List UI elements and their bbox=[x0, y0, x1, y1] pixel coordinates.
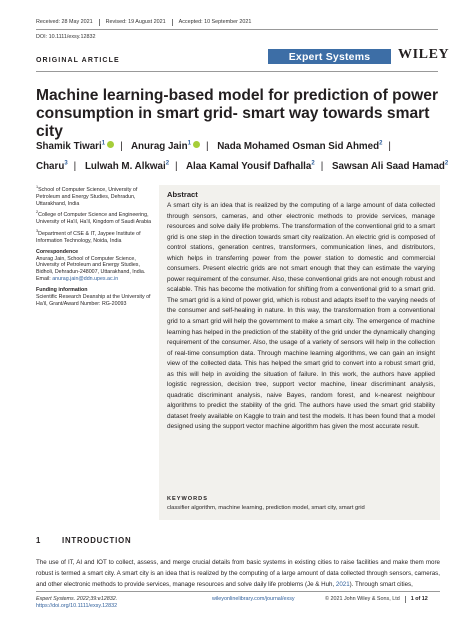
article-type: ORIGINAL ARTICLE bbox=[36, 57, 120, 64]
publisher-logo[interactable]: WILEY bbox=[398, 47, 450, 62]
citation-link[interactable]: 2021 bbox=[335, 580, 350, 588]
correspondence-heading: Correspondence bbox=[36, 248, 79, 255]
email-link[interactable]: anurag.jain@ddn.upes.ac.in bbox=[52, 276, 119, 283]
orcid-icon[interactable] bbox=[107, 141, 114, 148]
page-number: 1 of 12 bbox=[410, 596, 428, 602]
footer-rule bbox=[36, 591, 440, 592]
author-list: Shamik Tiwari$^1$ | Anurag Jain$^1$ | Nada Mohamed Osman Sid Ahmed$^2$ | Charu$^3$ | Lulwah M. Alkwai$^2$ | Alaa Kamal Yousif Dafhalla$^2$ | Sawsan Ali Saad Hamad$^2$ bbox=[36, 141, 449, 172]
author[interactable]: Sawsan Ali Saad Hamad$^2$ bbox=[331, 160, 449, 172]
correspondence-body: Anurag Jain, School of Computer Science, University of Petroleum and Energy Studies, Bidholi, Dehradun-248007, Uttarakhand, India. Email: anurag.jain@ddn.upes.ac.in bbox=[36, 255, 146, 283]
affiliations-column bbox=[36, 184, 154, 308]
history-dates bbox=[36, 19, 251, 26]
author[interactable]: Nada Mohamed Osman Sid Ahmed$^2$ bbox=[217, 141, 383, 153]
author[interactable]: Lulwah M. Alkwai$^2$ bbox=[84, 160, 170, 172]
revised-date: Revised: 19 August 2021 bbox=[105, 19, 166, 25]
abstract-heading: Abstract bbox=[167, 190, 198, 199]
author[interactable]: Shamik Tiwari$^1$ bbox=[36, 141, 114, 152]
footer-copyright: © 2021 John Wiley & Sons, Ltd bbox=[325, 596, 400, 602]
header-rule bbox=[36, 29, 438, 30]
keywords-text: classifier algorithm, machine learning, prediction model, smart city, smart grid bbox=[167, 505, 365, 511]
header-rule bbox=[36, 71, 438, 72]
author[interactable]: Anurag Jain$^1$ bbox=[131, 141, 200, 152]
article-title: Machine learning-based model for prediction of power consumption in smart grid- smart way towards smart city bbox=[36, 87, 439, 140]
orcid-icon[interactable] bbox=[193, 141, 200, 148]
separator bbox=[99, 19, 100, 26]
author[interactable]: Alaa Kamal Yousif Dafhalla$^2$ bbox=[185, 160, 315, 172]
affiliation: $^3$Department of CSE & IT, Jaypee Institute of Information Technology, Noida, India bbox=[36, 229, 141, 244]
separator bbox=[405, 596, 406, 603]
abstract-text: A smart city is an idea that is realized by the computing of a large amount of data collected through sensors, cameras, and other electronic methods to provide services, manage resources and solve daily life problems. The transformation of the conventional grid to a smart grid is one step in the direction towards smart city realization. An electric grid is composed of control stations, generation centres, transformers, communication lines, and distributors, which helps in transferring power from the power station to domestic and commercial consumers. Present electric grids are not smart enough that they can estimate the varying power requirement of the consumer. Also, these conventional grids are not enough robust and scalable. This has become the motivation for shifting from a conventional grid to a smart grid. The smart grid is a kind of power grid, which is robust and adapts itself to the varying needs of the consumer and self-healing in nature. In this way, the transformation from a conventional grid to a smart grid will help the government to make a smart city. The emergence of machine learning has helped in the prediction of the stability of the grid under the dynamically changing requirement of the consumer. Also, the usage of a variety of sensors will help in the collection of real-time consumption data. Through machine learning algorithms, we can gain an insight view of the collected data. This has helped the smart grid to convert into a robust smart grid, as this will help in avoiding the situation of failure. In this work, the authors have applied logistic regression, decision tree, support vector machine, linear discriminant analysis, quadratic discriminant analysis, naive Bayes, random forest, and k-nearest neighbour algorithms to predict the stability of the grid. The authors have used the smart grid stability dataset freely available on Kaggle to train and test the models. It has been found that a model designed using the support vector machine algorithm has given the most accurate result. bbox=[167, 202, 435, 431]
funding-text: Scientific Research Deanship at the University of Ha'il, Grant/Award Number: RG-20093 bbox=[36, 294, 151, 307]
affiliation: $^2$College of Computer Science and Engineering, University of Ha'il, Ha'il, Kingdom of Saudi Arabia bbox=[36, 210, 152, 226]
footer-journal: Expert Systems. 2022;39:e12832. bbox=[36, 596, 118, 602]
footer-doi-link[interactable]: https://doi.org/10.1111/exsy.12832 bbox=[36, 603, 118, 610]
affiliation: $^1$School of Computer Science, University of Petroleum and Energy Studies, Dehradun, Uttarakhand, India bbox=[36, 185, 138, 207]
received-date: Received: 28 May 2021 bbox=[36, 19, 93, 25]
intro-paragraph: The use of IT, AI and IOT to collect, assess, and merge crucial details from basic systems in existing cities to raise facilities and make them more robust is termed a smart city. A smart city is an idea that is realized by the computing of a large amount of data collected through sensors, cameras, and other electronic methods to provide services, manage resources and solve daily life problems (Je & Huh, 2021). Through smart cities, bbox=[36, 559, 440, 588]
accepted-date: Accepted: 10 September 2021 bbox=[178, 19, 252, 25]
footer-right bbox=[325, 596, 428, 603]
keywords-heading: KEYWORDS bbox=[167, 496, 208, 502]
journal-logo[interactable] bbox=[268, 49, 391, 64]
funding-heading: Funding information bbox=[36, 287, 88, 294]
section-heading bbox=[36, 536, 131, 545]
separator bbox=[172, 19, 173, 26]
section-number: 1 bbox=[36, 536, 42, 545]
section-title: INTRODUCTION bbox=[62, 536, 132, 545]
footer-citation bbox=[36, 596, 117, 611]
footer-site-link[interactable]: wileyonlinelibrary.com/journal/exsy bbox=[212, 596, 295, 602]
author[interactable]: Charu$^3$ bbox=[36, 160, 68, 172]
doi[interactable]: DOI: 10.1111/exsy.12832 bbox=[36, 34, 96, 40]
journal-logo-text: Expert Systems bbox=[288, 50, 371, 63]
